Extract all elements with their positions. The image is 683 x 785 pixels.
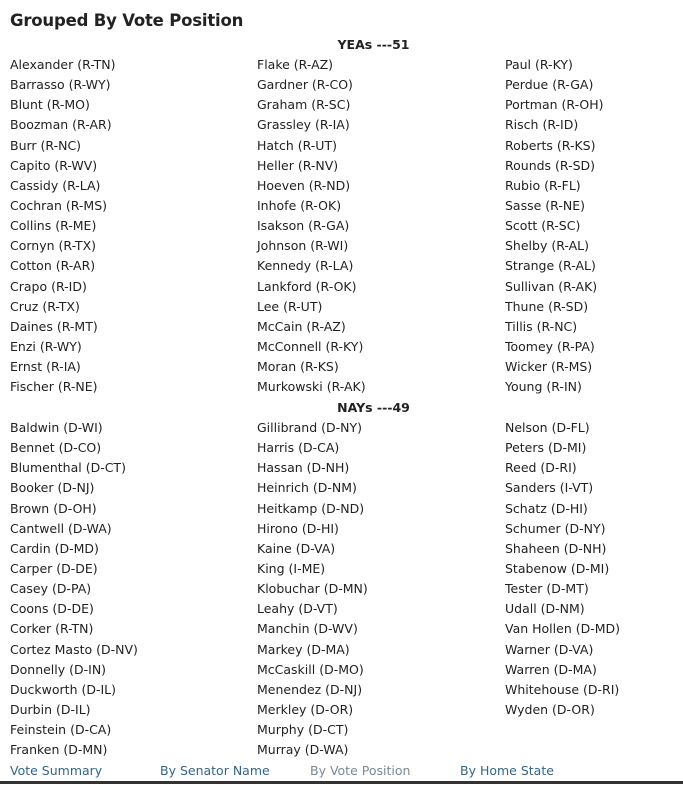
senator-entry: Moran (R-KS) bbox=[257, 359, 339, 375]
senator-entry: Daines (R-MT) bbox=[10, 318, 98, 334]
senator-entry: Cruz (R-TX) bbox=[10, 298, 80, 314]
senator-entry: Capito (R-WV) bbox=[10, 157, 98, 173]
senator-entry: Duckworth (D-IL) bbox=[10, 681, 117, 697]
senator-entry: Young (R-IN) bbox=[505, 379, 582, 395]
senator-entry: Alexander (R-TN) bbox=[10, 57, 116, 72]
senator-entry: King (I-ME) bbox=[257, 560, 326, 576]
senator-entry: Ernst (R-IA) bbox=[10, 359, 81, 375]
nays-column-1 bbox=[10, 418, 250, 760]
senator-entry: Tester (D-MT) bbox=[505, 581, 589, 597]
senator-entry: Portman (R-OH) bbox=[505, 97, 604, 113]
by-vote-position-link[interactable]: By Vote Position bbox=[310, 763, 411, 778]
senator-entry: Rounds (R-SD) bbox=[505, 157, 596, 173]
senator-entry: Inhofe (R-OK) bbox=[257, 197, 342, 213]
senator-entry: Thune (R-SD) bbox=[505, 298, 589, 314]
senator-entry: Gardner (R-CO) bbox=[257, 77, 353, 93]
page-title: Grouped By Vote Position bbox=[10, 11, 244, 30]
senator-entry: Strange (R-AL) bbox=[505, 258, 596, 274]
senator-entry: Manchin (D-WV) bbox=[257, 621, 358, 637]
senator-entry: Van Hollen (D-MD) bbox=[505, 621, 621, 637]
senator-entry: Burr (R-NC) bbox=[10, 137, 82, 153]
senator-entry: Franken (D-MN) bbox=[10, 742, 108, 758]
senator-entry: Booker (D-NJ) bbox=[10, 480, 95, 496]
senator-entry: Shelby (R-AL) bbox=[505, 238, 590, 254]
yeas-column-2 bbox=[257, 55, 497, 397]
senator-entry: Paul (R-KY) bbox=[505, 57, 573, 72]
senator-entry: Barrasso (R-WY) bbox=[10, 77, 111, 93]
senator-entry: Heinrich (D-NM) bbox=[257, 480, 357, 496]
senator-entry: Isakson (R-GA) bbox=[257, 218, 350, 234]
senator-entry: Kaine (D-VA) bbox=[257, 540, 336, 556]
senator-entry: Risch (R-ID) bbox=[505, 117, 579, 133]
senator-entry: Fischer (R-NE) bbox=[10, 379, 98, 395]
senator-entry: Nelson (D-FL) bbox=[505, 420, 590, 435]
senator-entry: Coons (D-DE) bbox=[10, 601, 94, 617]
by-home-state-link[interactable]: By Home State bbox=[460, 763, 554, 778]
senator-entry: Leahy (D-VT) bbox=[257, 601, 338, 617]
senator-entry: Bennet (D-CO) bbox=[10, 440, 102, 456]
senator-entry: Cortez Masto (D-NV) bbox=[10, 641, 138, 657]
senator-entry: Schumer (D-NY) bbox=[505, 520, 606, 536]
senator-entry: Whitehouse (D-RI) bbox=[505, 681, 620, 697]
senator-entry: Cantwell (D-WA) bbox=[10, 520, 112, 536]
senator-entry: Sasse (R-NE) bbox=[505, 197, 585, 213]
yeas-heading: YEAs ---51 bbox=[337, 37, 410, 52]
bottom-divider bbox=[0, 781, 683, 784]
senator-entry: Lee (R-UT) bbox=[257, 298, 323, 314]
senator-entry: Boozman (R-AR) bbox=[10, 117, 112, 133]
senator-entry: Warren (D-MA) bbox=[505, 661, 597, 677]
senator-entry: Warner (D-VA) bbox=[505, 641, 594, 657]
senator-entry: Blunt (R-MO) bbox=[10, 97, 90, 113]
senator-entry: McConnell (R-KY) bbox=[257, 338, 364, 354]
senator-entry: Wicker (R-MS) bbox=[505, 359, 593, 375]
senator-entry: Markey (D-MA) bbox=[257, 641, 350, 657]
senator-entry: Crapo (R-ID) bbox=[10, 278, 87, 294]
senator-entry: Lankford (R-OK) bbox=[257, 278, 357, 294]
senator-entry: Sullivan (R-AK) bbox=[505, 278, 598, 294]
senator-entry: Kennedy (R-LA) bbox=[257, 258, 354, 274]
senator-entry: Corker (R-TN) bbox=[10, 621, 94, 637]
senator-entry: McCaskill (D-MO) bbox=[257, 661, 364, 677]
senator-entry: Cardin (D-MD) bbox=[10, 540, 99, 556]
senator-entry: Heller (R-NV) bbox=[257, 157, 339, 173]
senator-entry: Menendez (D-NJ) bbox=[257, 681, 363, 697]
nays-column-3 bbox=[505, 418, 683, 720]
senator-entry: Cochran (R-MS) bbox=[10, 197, 108, 213]
senator-entry: Cotton (R-AR) bbox=[10, 258, 96, 274]
nays-column-2 bbox=[257, 418, 497, 760]
yeas-column-3 bbox=[505, 55, 683, 397]
senator-entry: Klobuchar (D-MN) bbox=[257, 581, 368, 597]
yeas-column-1 bbox=[10, 55, 250, 397]
senator-entry: Johnson (R-WI) bbox=[257, 238, 349, 254]
senator-entry: Wyden (D-OR) bbox=[505, 701, 595, 717]
senator-entry: Donnelly (D-IN) bbox=[10, 661, 107, 677]
senator-entry: Gillibrand (D-NY) bbox=[257, 420, 363, 435]
senator-entry: Hirono (D-HI) bbox=[257, 520, 339, 536]
senator-entry: Tillis (R-NC) bbox=[505, 318, 578, 334]
senator-entry: Peters (D-MI) bbox=[505, 440, 587, 456]
senator-entry: Stabenow (D-MI) bbox=[505, 560, 610, 576]
senator-entry: Hoeven (R-ND) bbox=[257, 177, 351, 193]
nays-heading: NAYs ---49 bbox=[337, 400, 410, 415]
senator-entry: Murkowski (R-AK) bbox=[257, 379, 366, 395]
senator-entry: McCain (R-AZ) bbox=[257, 318, 346, 334]
senator-entry: Casey (D-PA) bbox=[10, 581, 92, 597]
senator-entry: Durbin (D-IL) bbox=[10, 701, 91, 717]
senator-entry: Enzi (R-WY) bbox=[10, 338, 82, 354]
senator-entry: Sanders (I-VT) bbox=[505, 480, 594, 496]
senator-entry: Carper (D-DE) bbox=[10, 560, 98, 576]
senator-entry: Scott (R-SC) bbox=[505, 218, 581, 234]
vote-summary-link[interactable]: Vote Summary bbox=[10, 763, 103, 778]
senator-entry: Graham (R-SC) bbox=[257, 97, 351, 113]
senator-entry: Murphy (D-CT) bbox=[257, 722, 349, 738]
senator-entry: Harris (D-CA) bbox=[257, 440, 340, 456]
senator-entry: Cornyn (R-TX) bbox=[10, 238, 97, 254]
senator-entry: Blumenthal (D-CT) bbox=[10, 460, 126, 476]
senator-entry: Merkley (D-OR) bbox=[257, 701, 354, 717]
senator-entry: Brown (D-OH) bbox=[10, 500, 97, 516]
senator-entry: Udall (D-NM) bbox=[505, 601, 585, 617]
senator-entry: Heitkamp (D-ND) bbox=[257, 500, 365, 516]
senator-entry: Shaheen (D-NH) bbox=[505, 540, 607, 556]
senator-entry: Roberts (R-KS) bbox=[505, 137, 596, 153]
senator-entry: Reed (D-RI) bbox=[505, 460, 577, 476]
senator-entry: Flake (R-AZ) bbox=[257, 57, 334, 72]
senator-entry: Cassidy (R-LA) bbox=[10, 177, 101, 193]
senator-entry: Baldwin (D-WI) bbox=[10, 420, 103, 435]
senator-entry: Toomey (R-PA) bbox=[505, 338, 595, 354]
senator-entry: Hatch (R-UT) bbox=[257, 137, 337, 153]
by-senator-name-link[interactable]: By Senator Name bbox=[160, 763, 270, 778]
senator-entry: Schatz (D-HI) bbox=[505, 500, 588, 516]
senator-entry: Grassley (R-IA) bbox=[257, 117, 350, 133]
senator-entry: Feinstein (D-CA) bbox=[10, 722, 112, 738]
senator-entry: Perdue (R-GA) bbox=[505, 77, 594, 93]
senator-entry: Collins (R-ME) bbox=[10, 218, 97, 234]
senator-entry: Rubio (R-FL) bbox=[505, 177, 581, 193]
senator-entry: Murray (D-WA) bbox=[257, 742, 349, 758]
senator-entry: Hassan (D-NH) bbox=[257, 460, 350, 476]
